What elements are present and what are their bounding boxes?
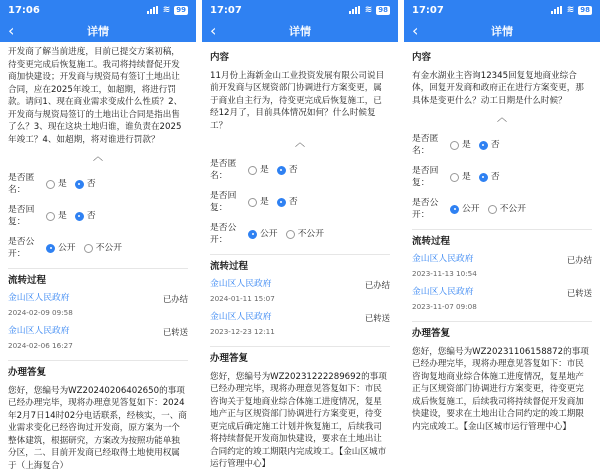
divider — [412, 321, 592, 322]
flow-org[interactable]: 金山区人民政府 — [412, 253, 477, 266]
divider — [210, 346, 390, 347]
flow-org[interactable]: 金山区人民政府 — [210, 311, 275, 324]
reply-row — [8, 204, 188, 229]
anonymous-no-radio[interactable]: 否 — [75, 178, 96, 191]
app-header — [404, 0, 600, 42]
flow-org[interactable]: 金山区人民政府 — [8, 292, 73, 305]
nav-bar — [202, 20, 398, 42]
status-icons — [147, 5, 188, 15]
anonymous-row — [412, 133, 592, 158]
signal-icon — [147, 6, 159, 14]
reply-no-radio[interactable]: 否 — [479, 171, 500, 184]
public-row — [210, 222, 390, 247]
flow-time: 2023-12-23 12:11 — [210, 326, 275, 339]
clock: 17:06 — [8, 5, 40, 16]
flow-heading: 流转过程 — [412, 236, 592, 249]
reply-heading: 办理答复 — [210, 353, 390, 366]
status-bar — [0, 0, 196, 20]
anonymous-label: 是否匿名： — [210, 158, 248, 183]
collapse-chevron-icon[interactable]: ︿ — [412, 113, 592, 126]
detail-content — [404, 42, 600, 433]
reply-text: 您好，您编号为WZ20240206402650的事项已经办理完毕，现将办理意见答复如下：2024年2月7日14时02分电话联系，经核实，一、商业需求变化已经咨询过开发商，原方案为一个整体建筑，根据研究，方案改为按照功能单独分区，二、目前开发商已经取得土地使用权属于（上海复合） — [8, 385, 188, 472]
reply-yes-radio[interactable]: 是 — [46, 210, 67, 223]
divider — [210, 254, 390, 255]
status-bar — [202, 0, 398, 20]
flow-list — [210, 278, 390, 338]
content-text: 有金水湖业主咨询12345回复复地商业综合体，回复开发商和政府正在进行方案变更，那具体是变更什么？动工日期是什么时候？ — [412, 70, 592, 108]
anonymous-label: 是否匿名： — [412, 133, 450, 158]
flow-time: 2024-01-11 15:07 — [210, 293, 275, 306]
collapse-chevron-icon[interactable]: ︿ — [210, 138, 390, 151]
public-no-radio[interactable]: 不公开 — [488, 203, 526, 216]
reply-label: 是否回复： — [210, 190, 248, 215]
public-row — [412, 197, 592, 222]
flow-list — [412, 253, 592, 313]
reply-yes-radio[interactable]: 是 — [450, 171, 471, 184]
wifi-icon: ≋ — [567, 5, 575, 15]
page-title: 详情 — [289, 23, 311, 39]
back-chevron-icon[interactable]: ‹ — [412, 21, 418, 41]
reply-no-radio[interactable]: 否 — [75, 210, 96, 223]
reply-no-radio[interactable]: 否 — [277, 196, 298, 209]
public-row — [8, 236, 188, 261]
anonymous-label: 是否匿名： — [8, 172, 46, 197]
reply-yes-radio[interactable]: 是 — [248, 196, 269, 209]
flow-status: 已转送 — [163, 325, 188, 339]
flow-org[interactable]: 金山区人民政府 — [8, 325, 73, 338]
status-icons — [551, 5, 592, 15]
flow-item — [8, 325, 188, 352]
collapse-chevron-icon[interactable]: ︿ — [8, 152, 188, 165]
back-chevron-icon[interactable]: ‹ — [8, 21, 14, 41]
reply-row — [210, 190, 390, 215]
nav-bar — [0, 20, 196, 42]
flow-item — [8, 292, 188, 319]
content-heading: 内容 — [412, 52, 592, 65]
content-heading: 内容 — [210, 52, 390, 65]
anonymous-row — [8, 172, 188, 197]
flow-time: 2024-02-09 09:58 — [8, 307, 73, 320]
public-yes-radio[interactable]: 公开 — [450, 203, 480, 216]
detail-screen-3 — [404, 0, 600, 400]
public-label: 是否公开： — [8, 236, 46, 261]
flow-time: 2023-11-07 09:08 — [412, 301, 477, 314]
anonymous-no-radio[interactable]: 否 — [277, 164, 298, 177]
flow-heading: 流转过程 — [8, 275, 188, 288]
divider — [8, 268, 188, 269]
reply-label: 是否回复： — [412, 165, 450, 190]
public-yes-radio[interactable]: 公开 — [46, 242, 76, 255]
status-bar — [404, 0, 600, 20]
nav-bar — [404, 20, 600, 42]
detail-screen-2 — [202, 0, 398, 400]
reply-text: 您好，您编号为WZ20231106158872的事项已经办理完毕，现将办理意见答复如下：市民咨询复地商业综合体施工进度情况，复星地产正与区规资部门协调进行方案变更，待变更完成后恢复施工，后续我司将持续督促开发商加快建设，要求在土地出让合同约定的竣工期限内完成竣工。【金山区城市运行管理中心】 — [412, 346, 592, 434]
flow-status: 已办结 — [163, 292, 188, 306]
wifi-icon: ≋ — [163, 5, 171, 15]
content-text: 开发商了解当前进度，目前已提交方案初稿，待变更完成后恢复施工。我司将持续督促开发商加快建设；开发商与规资局有签订土地出让合同，应在2025年竣工，如超期，将进行罚款。请问1、现在商业需求变成什么性质？2、开发商与规资局签订的土地出让合同是指出售了么？3、现在这块土地归谁，谁负责在2025年竣工？4、如超期，将对谁进行罚款？ — [8, 46, 188, 146]
back-chevron-icon[interactable]: ‹ — [210, 21, 216, 41]
battery-icon: 98 — [578, 6, 592, 15]
public-label: 是否公开： — [412, 197, 450, 222]
anonymous-yes-radio[interactable]: 是 — [248, 164, 269, 177]
public-no-radio[interactable]: 不公开 — [84, 242, 122, 255]
anonymous-no-radio[interactable]: 否 — [479, 139, 500, 152]
flow-item — [210, 311, 390, 338]
flow-time: 2024-02-06 16:27 — [8, 340, 73, 353]
reply-text: 您好，您编号为WZ20231222289692的事项已经办理完毕，现将办理意见答复如下：市民咨询关于复地商业综合体施工进度情况，复星地产正与区规资部门协调进行方案变更，待变更完成后确定施工计划并恢复施工，后续我司将持续督促开发商加快建设，要求在土地出让合同约定的竣工期限内完成竣工。【金山区城市运行管理中心】 — [210, 371, 390, 471]
flow-status: 已办结 — [365, 278, 390, 292]
signal-icon — [551, 6, 563, 14]
public-label: 是否公开： — [210, 222, 248, 247]
reply-heading: 办理答复 — [412, 328, 592, 341]
public-no-radio[interactable]: 不公开 — [286, 228, 324, 241]
flow-list — [8, 292, 188, 352]
flow-item — [412, 286, 592, 313]
page-title: 详情 — [87, 23, 109, 39]
divider — [412, 229, 592, 230]
flow-item — [412, 253, 592, 280]
anonymous-yes-radio[interactable]: 是 — [46, 178, 67, 191]
wifi-icon: ≋ — [365, 5, 373, 15]
flow-status: 已转送 — [567, 286, 592, 300]
public-yes-radio[interactable]: 公开 — [248, 228, 278, 241]
page-title: 详情 — [491, 23, 513, 39]
detail-content — [0, 42, 196, 472]
reply-heading: 办理答复 — [8, 367, 188, 380]
status-icons — [349, 5, 390, 15]
anonymous-yes-radio[interactable]: 是 — [450, 139, 471, 152]
clock: 17:07 — [210, 5, 242, 16]
battery-icon: 99 — [174, 6, 188, 15]
app-header — [0, 0, 196, 42]
anonymous-row — [210, 158, 390, 183]
battery-icon: 98 — [376, 6, 390, 15]
flow-time: 2023-11-13 10:54 — [412, 268, 477, 281]
content-text: 11月份上海新金山工业投资发展有限公司说目前开发商与区规资部门协调进行方案变更，属于商业自主行为，待变更完成后恢复施工，已经12月了，目前具体情况如何？什么时候复工？ — [210, 70, 390, 133]
app-header — [202, 0, 398, 42]
reply-row — [412, 165, 592, 190]
clock: 17:07 — [412, 5, 444, 16]
detail-content — [202, 42, 398, 471]
flow-item — [210, 278, 390, 305]
detail-screen-1 — [0, 0, 196, 400]
flow-status: 已转送 — [365, 311, 390, 325]
flow-heading: 流转过程 — [210, 261, 390, 274]
flow-status: 已办结 — [567, 253, 592, 267]
reply-label: 是否回复： — [8, 204, 46, 229]
flow-org[interactable]: 金山区人民政府 — [210, 278, 275, 291]
divider — [8, 360, 188, 361]
flow-org[interactable]: 金山区人民政府 — [412, 286, 477, 299]
signal-icon — [349, 6, 361, 14]
